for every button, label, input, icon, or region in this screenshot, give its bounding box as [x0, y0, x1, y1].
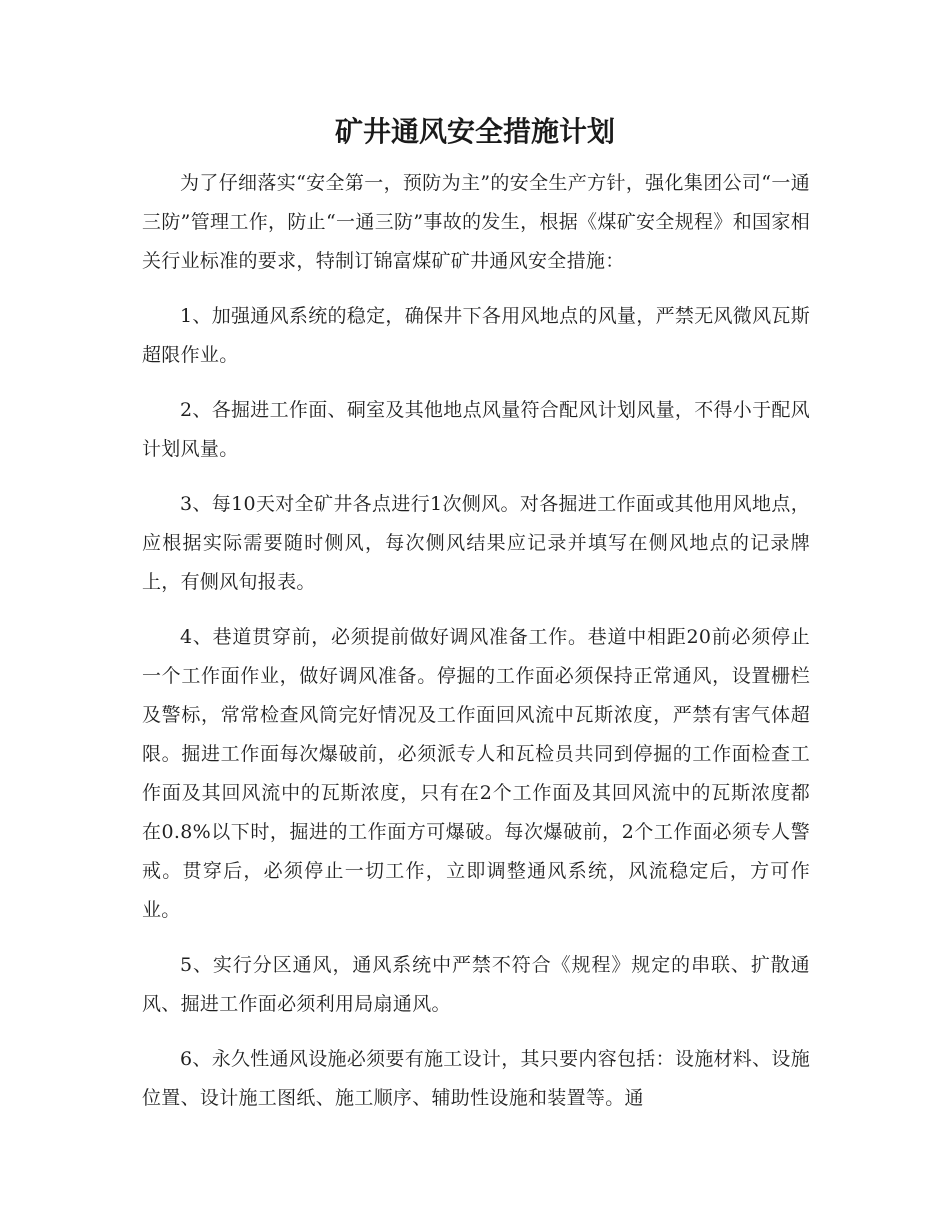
document-body [142, 164, 810, 1134]
paragraph-item-4: 4、巷道贯穿前，必须提前做好调风准备工作。巷道中相距20前必须停止一个工作面作业，做好调风准备。停掘的工作面必须保持正常通风，设置栅栏及警标，常常检查风筒完好情况及工作面回风流中瓦斯浓度，严禁有害气体超限。掘进工作面每次爆破前，必须派专人和瓦检员共同到停掘的工作面检查工作面及其回风流中的瓦斯浓度，只有在2个工作面及其回风流中的瓦斯浓度都在0.8%以下时，掘进的工作面方可爆破。每次爆破前，2个工作面必须专人警戒。贯穿后，必须停止一切工作，立即调整通风系统，风流稳定后，方可作业。 [142, 626, 810, 921]
paragraph-intro: 为了仔细落实“安全第一，预防为主”的安全生产方针，强化集团公司“一通三防”管理工作，防止“一通三防”事故的发生，根据《煤矿安全规程》和国家相关行业标准的要求，特制订锦富煤矿矿井通风安全措施： [142, 172, 810, 272]
paragraph-item-2: 2、各掘进工作面、硐室及其他地点风量符合配风计划风量，不得小于配风计划风量。 [142, 399, 810, 460]
paragraph-item-3: 3、每10天对全矿井各点进行1次侧风。对各掘进工作面或其他用风地点，应根据实际需要随时侧风，每次侧风结果应记录并填写在侧风地点的记录牌上，有侧风旬报表。 [142, 493, 810, 593]
paragraph-item-1: 1、加强通风系统的稳定，确保井下各用风地点的风量，严禁无风微风瓦斯超限作业。 [142, 305, 810, 366]
document-title: 矿井通风安全措施计划 [334, 115, 615, 148]
paragraph-item-6: 6、永久性通风设施必须要有施工设计，其只要内容包括：设施材料、设施位置、设计施工图纸、施工顺序、辅助性设施和装置等。通 [142, 1048, 810, 1109]
paragraph-item-5: 5、实行分区通风，通风系统中严禁不符合《规程》规定的串联、扩散通风、掘进工作面必须利用局扇通风。 [142, 954, 810, 1015]
